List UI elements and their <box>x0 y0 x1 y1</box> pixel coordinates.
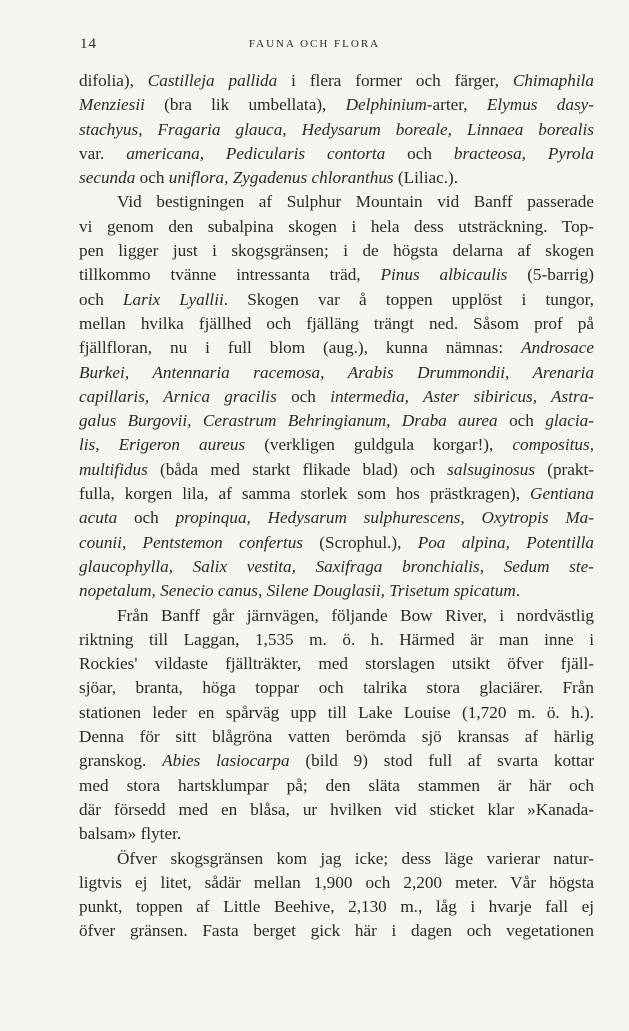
text-segment: vi genom den subalpina skogen i hela dess utsträckning. Top- <box>79 216 594 236</box>
italic-text: americana, Pedicularis contorta <box>126 143 386 163</box>
text-line <box>79 190 594 214</box>
italic-text: Gentiana <box>530 484 594 504</box>
italic-text: stachyus, Fragaria glauca, Hedysarum boreale, Linnaea borealis <box>79 119 594 139</box>
text-segment: (Liliac.). <box>393 168 459 188</box>
italic-text: salsuginosus <box>447 459 536 479</box>
text-segment: difolia), <box>79 71 148 90</box>
text-segment: Öfver skogsgränsen kom jag icke; dess läge varierar natur- <box>117 848 594 868</box>
text-segment: fulla, korgen lila, af samma storlek som hos prästkragen), <box>79 484 531 504</box>
text-line <box>79 361 594 385</box>
text-line <box>79 409 594 433</box>
text-segment: . <box>515 581 521 601</box>
text-segment: och <box>497 411 546 431</box>
text-segment: granskog. <box>79 751 163 771</box>
italic-text: Abies lasiocarpa <box>162 751 290 771</box>
italic-text: lis, Erigeron aureus <box>79 435 246 455</box>
italic-text: secunda <box>79 168 136 188</box>
italic-text: glacia- <box>545 411 594 431</box>
text-line <box>79 142 594 166</box>
text-segment: (båda med starkt flikade blad) och <box>147 459 448 479</box>
text-line <box>79 871 594 895</box>
text-line <box>79 312 594 336</box>
italic-text: intermedia, Aster sibiricus, Astra- <box>330 386 594 406</box>
text-line <box>79 652 594 676</box>
text-segment: i flera former och färger, <box>277 71 513 90</box>
text-line <box>79 919 594 943</box>
text-line <box>79 458 594 482</box>
text-segment: (Scrophul.), <box>303 532 418 552</box>
italic-text: Menziesii <box>79 95 145 115</box>
italic-text: Larix Lyallii <box>122 289 224 309</box>
text-line <box>79 239 594 263</box>
italic-text: galus Burgovii, Cerastrum Behringianum, Draba aurea <box>79 411 498 431</box>
italic-text: acuta <box>79 508 118 528</box>
italic-text: propinqua, Hedysarum sulphurescens, Oxytropis Ma- <box>175 508 594 528</box>
running-title: FAUNA OCH FLORA <box>248 38 381 50</box>
text-segment: riktning till Laggan, 1,535 m. ö. h. Härmed är man inne i <box>79 629 594 649</box>
italic-text: Elymus dasy- <box>486 95 594 115</box>
text-segment: och <box>385 143 454 163</box>
text-line <box>79 676 594 700</box>
text-line <box>79 215 594 239</box>
text-segment: Rockies' vildaste fjällträkter, med storslagen utsikt öfver fjäll- <box>79 654 594 674</box>
text-segment: ligtvis ej litet, sådär mellan 1,900 och 2,200 meter. Vår högsta <box>79 872 594 892</box>
text-segment: sjöar, branta, höga toppar och talrika stora glaciärer. Från <box>79 678 594 698</box>
text-segment: Från Banff går järnvägen, följande Bow River, i nordvästlig <box>117 605 594 625</box>
italic-text: Androsace <box>521 338 594 358</box>
italic-text: Chimaphila <box>512 71 594 90</box>
italic-text: bracteosa, Pyrola <box>453 143 594 163</box>
body-text <box>79 69 594 944</box>
text-line <box>79 531 594 555</box>
text-segment: Denna för sitt blågröna vatten berömda sjö kransas af härlig <box>79 727 594 747</box>
text-line <box>79 288 594 312</box>
text-line <box>79 798 594 822</box>
text-line <box>79 69 594 93</box>
text-segment: pen ligger just i skogsgränsen; i de högsta delarna af skogen <box>79 241 594 261</box>
italic-text: glaucophylla, Salix vestita, Saxifraga bronchialis, Sedum ste- <box>79 556 594 576</box>
page-header <box>0 36 629 56</box>
text-line <box>79 847 594 871</box>
text-segment: -arter, <box>426 95 487 115</box>
page-number: 14 <box>80 36 97 52</box>
italic-text: counii, Pentstemon confertus <box>79 532 304 552</box>
text-line <box>79 725 594 749</box>
text-line <box>79 701 594 725</box>
text-segment: och <box>117 508 176 528</box>
text-segment: (bra lik umbellata), <box>144 95 346 115</box>
text-segment: . Skogen var å toppen upplöst i tungor, <box>223 289 594 309</box>
italic-text: Burkei, Antennaria racemosa, Arabis Drummondii, Arenaria <box>79 362 594 382</box>
text-line <box>79 93 594 117</box>
text-segment: (bild 9) stod full af svarta kottar <box>289 751 594 771</box>
text-segment: och <box>276 386 331 406</box>
text-segment: där försedd med en blåsa, ur hvilken vid sticket klar »Kanada- <box>79 799 594 819</box>
text-segment: punkt, toppen af Little Beehive, 2,130 m., låg i hvarje fall ej <box>79 897 594 917</box>
text-line <box>79 263 594 287</box>
text-line <box>79 822 594 846</box>
text-line <box>79 749 594 773</box>
text-segment: fjällfloran, nu i full blom (aug.), kunna nämnas: <box>79 338 522 358</box>
text-line <box>79 336 594 360</box>
italic-text: Delphinium <box>345 95 427 115</box>
text-line <box>79 118 594 142</box>
text-line <box>79 166 594 190</box>
text-line <box>79 579 594 603</box>
text-segment: var. <box>79 143 127 163</box>
text-line <box>79 506 594 530</box>
text-segment: och <box>135 168 169 188</box>
italic-text: uniflora, Zygadenus chloranthus <box>168 168 394 188</box>
text-segment: (prakt- <box>535 459 594 479</box>
text-line <box>79 555 594 579</box>
text-segment: och <box>79 289 123 309</box>
italic-text: compositus, <box>512 435 594 455</box>
text-line <box>79 895 594 919</box>
text-segment: Vid bestigningen af Sulphur Mountain vid Banff passerade <box>117 192 594 212</box>
text-line <box>79 604 594 628</box>
text-segment: balsam» flyter. <box>79 824 182 844</box>
text-segment: mellan hvilka fjällhed och fjälläng trängt ned. Såsom prof på <box>79 313 594 333</box>
text-line <box>79 385 594 409</box>
text-line <box>79 628 594 652</box>
text-line <box>79 433 594 457</box>
text-segment: (5-barrig) <box>507 265 594 285</box>
italic-text: nopetalum, Senecio canus, Silene Douglasii, Trisetum spicatum <box>79 581 516 601</box>
text-segment: med stora hartsklumpar på; den släta stammen är här och <box>79 775 594 795</box>
text-line <box>79 774 594 798</box>
italic-text: multifidus <box>79 459 148 479</box>
italic-text: Poa alpina, Potentilla <box>417 532 594 552</box>
text-line <box>79 482 594 506</box>
text-segment: (verkligen guldgula korgar!), <box>245 435 513 455</box>
text-segment: tillkommo tvänne intressanta träd, <box>79 265 381 285</box>
italic-text: Castilleja pallida <box>147 71 278 90</box>
italic-text: Pinus albicaulis <box>380 265 508 285</box>
italic-text: capillaris, Arnica gracilis <box>79 386 277 406</box>
text-segment: stationen leder en spårväg upp till Lake Louise (1,720 m. ö. h.). <box>79 702 594 722</box>
text-segment: öfver gränsen. Fasta berget gick här i dagen och vegetationen <box>79 921 594 941</box>
